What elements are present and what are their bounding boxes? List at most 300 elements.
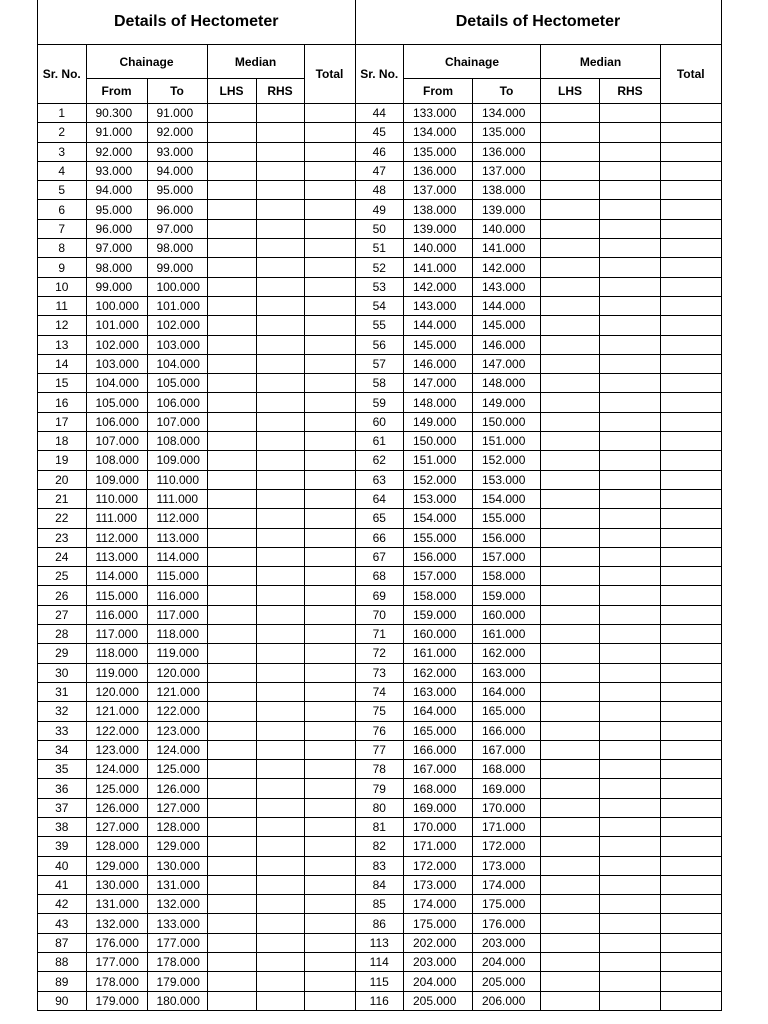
chainage-from-cell: 137.000 — [404, 181, 473, 200]
chainage-to-cell: 170.000 — [473, 798, 541, 817]
chainage-from-cell: 114.000 — [86, 567, 147, 586]
chainage-to-cell: 163.000 — [473, 663, 541, 682]
sr-no-cell: 77 — [356, 740, 404, 759]
median-lhs-cell — [541, 856, 600, 875]
sr-no-cell: 27 — [38, 605, 86, 624]
median-rhs-cell — [600, 625, 661, 644]
sr-no-cell: 6 — [38, 200, 86, 219]
median-rhs-cell — [256, 123, 304, 142]
chainage-to-cell: 135.000 — [473, 123, 541, 142]
chainage-to-cell: 121.000 — [147, 682, 207, 701]
median-rhs-cell — [600, 470, 661, 489]
sr-no-cell: 60 — [356, 412, 404, 431]
sr-no-header: Sr. No. — [38, 45, 86, 104]
chainage-to-cell: 118.000 — [147, 625, 207, 644]
median-rhs-cell — [256, 316, 304, 335]
total-cell — [661, 161, 721, 180]
sr-no-cell: 116 — [356, 991, 404, 1010]
chainage-to-cell: 115.000 — [147, 567, 207, 586]
chainage-to-cell: 124.000 — [147, 740, 207, 759]
sr-no-cell: 53 — [356, 277, 404, 296]
chainage-from-cell: 154.000 — [404, 509, 473, 528]
median-rhs-cell — [256, 451, 304, 470]
total-cell — [661, 682, 721, 701]
chainage-to-cell: 141.000 — [473, 239, 541, 258]
median-rhs-cell — [600, 161, 661, 180]
chainage-from-cell: 203.000 — [404, 953, 473, 972]
chainage-to-cell: 132.000 — [147, 895, 207, 914]
sr-no-cell: 59 — [356, 393, 404, 412]
sr-no-cell: 49 — [356, 200, 404, 219]
median-lhs-cell — [541, 644, 600, 663]
chainage-to-cell: 161.000 — [473, 625, 541, 644]
median-lhs-cell — [541, 142, 600, 161]
median-rhs-cell — [600, 181, 661, 200]
table-row — [38, 875, 355, 894]
median-rhs-cell — [256, 702, 304, 721]
median-rhs-cell — [600, 277, 661, 296]
chainage-to-cell: 158.000 — [473, 567, 541, 586]
median-rhs-cell — [600, 142, 661, 161]
median-lhs-cell — [207, 200, 256, 219]
median-rhs-cell — [256, 837, 304, 856]
median-rhs-cell — [600, 856, 661, 875]
table-row — [38, 856, 355, 875]
table-row — [38, 682, 355, 701]
median-rhs-cell — [600, 296, 661, 315]
total-cell — [304, 161, 355, 180]
sr-no-cell: 115 — [356, 972, 404, 991]
table-row — [38, 123, 355, 142]
chainage-to-cell: 93.000 — [147, 142, 207, 161]
chainage-from-cell: 202.000 — [404, 933, 473, 952]
total-cell — [304, 432, 355, 451]
median-lhs-cell — [541, 875, 600, 894]
sr-no-cell: 75 — [356, 702, 404, 721]
median-rhs-cell — [256, 412, 304, 431]
median-lhs-cell — [541, 740, 600, 759]
table-row — [356, 605, 721, 624]
total-cell — [304, 104, 355, 123]
chainage-from-cell: 173.000 — [404, 875, 473, 894]
total-cell — [661, 586, 721, 605]
median-lhs-cell — [207, 721, 256, 740]
chainage-from-cell: 127.000 — [86, 817, 147, 836]
sr-no-cell: 11 — [38, 296, 86, 315]
sr-no-cell: 40 — [38, 856, 86, 875]
median-rhs-cell — [600, 432, 661, 451]
chainage-from-cell: 176.000 — [86, 933, 147, 952]
total-cell — [304, 316, 355, 335]
chainage-from-cell: 136.000 — [404, 161, 473, 180]
total-cell — [304, 837, 355, 856]
table-row — [38, 161, 355, 180]
median-rhs-cell — [256, 914, 304, 933]
median-lhs-cell — [207, 817, 256, 836]
total-cell — [661, 856, 721, 875]
total-cell — [661, 509, 721, 528]
median-lhs-cell — [541, 605, 600, 624]
total-cell — [304, 663, 355, 682]
total-cell — [304, 547, 355, 566]
chainage-to-cell: 139.000 — [473, 200, 541, 219]
sr-no-cell: 20 — [38, 470, 86, 489]
table-row — [356, 181, 721, 200]
median-rhs-cell — [600, 200, 661, 219]
chainage-to-cell: 133.000 — [147, 914, 207, 933]
sr-no-cell: 55 — [356, 316, 404, 335]
median-rhs-cell — [600, 567, 661, 586]
median-rhs-cell — [256, 219, 304, 238]
median-rhs-cell — [256, 142, 304, 161]
from-header: From — [404, 79, 473, 104]
chainage-from-cell: 166.000 — [404, 740, 473, 759]
total-cell — [304, 972, 355, 991]
sr-no-cell: 31 — [38, 682, 86, 701]
sr-no-cell: 38 — [38, 817, 86, 836]
median-lhs-cell — [541, 451, 600, 470]
median-rhs-cell — [256, 104, 304, 123]
table-row — [356, 567, 721, 586]
sr-no-cell: 74 — [356, 682, 404, 701]
median-lhs-cell — [541, 528, 600, 547]
sr-no-cell: 66 — [356, 528, 404, 547]
total-header: Total — [661, 45, 721, 104]
table-row — [38, 296, 355, 315]
median-rhs-cell — [256, 605, 304, 624]
chainage-from-cell: 140.000 — [404, 239, 473, 258]
chainage-from-cell: 145.000 — [404, 335, 473, 354]
sr-no-cell: 43 — [38, 914, 86, 933]
sr-no-cell: 113 — [356, 933, 404, 952]
table-row — [38, 219, 355, 238]
sr-no-cell: 56 — [356, 335, 404, 354]
median-rhs-cell — [600, 316, 661, 335]
total-cell — [661, 432, 721, 451]
total-cell — [661, 914, 721, 933]
total-cell — [304, 953, 355, 972]
total-cell — [661, 104, 721, 123]
chainage-from-cell: 155.000 — [404, 528, 473, 547]
median-lhs-cell — [541, 991, 600, 1010]
sr-no-cell: 39 — [38, 837, 86, 856]
median-lhs-cell — [207, 953, 256, 972]
chainage-header: Chainage — [86, 45, 207, 79]
total-cell — [304, 798, 355, 817]
table-row — [356, 991, 721, 1010]
table-row — [38, 239, 355, 258]
chainage-from-cell: 99.000 — [86, 277, 147, 296]
sr-no-cell: 73 — [356, 663, 404, 682]
median-rhs-cell — [600, 354, 661, 373]
chainage-from-cell: 100.000 — [86, 296, 147, 315]
chainage-to-cell: 150.000 — [473, 412, 541, 431]
table-row — [38, 663, 355, 682]
median-rhs-cell — [256, 296, 304, 315]
median-rhs-cell — [600, 837, 661, 856]
chainage-from-cell: 143.000 — [404, 296, 473, 315]
table-row — [356, 779, 721, 798]
chainage-from-cell: 94.000 — [86, 181, 147, 200]
median-rhs-cell — [600, 528, 661, 547]
total-cell — [304, 856, 355, 875]
table-row — [38, 817, 355, 836]
table-row — [38, 335, 355, 354]
median-rhs-cell — [256, 798, 304, 817]
total-cell — [304, 567, 355, 586]
sr-no-cell: 88 — [38, 953, 86, 972]
table-row — [356, 933, 721, 952]
total-cell — [661, 200, 721, 219]
table-row — [356, 432, 721, 451]
chainage-from-cell: 123.000 — [86, 740, 147, 759]
table-row — [356, 258, 721, 277]
total-cell — [304, 779, 355, 798]
table-row — [356, 721, 721, 740]
table-row — [38, 895, 355, 914]
sr-no-cell: 78 — [356, 760, 404, 779]
chainage-to-cell: 143.000 — [473, 277, 541, 296]
median-rhs-cell — [600, 586, 661, 605]
chainage-from-cell: 149.000 — [404, 412, 473, 431]
median-lhs-cell — [541, 432, 600, 451]
chainage-to-cell: 169.000 — [473, 779, 541, 798]
median-rhs-cell — [256, 489, 304, 508]
table-row — [356, 219, 721, 238]
chainage-to-cell: 175.000 — [473, 895, 541, 914]
table-title: Details of Hectometer — [356, 0, 721, 45]
chainage-from-cell: 175.000 — [404, 914, 473, 933]
median-rhs-cell — [256, 856, 304, 875]
chainage-from-cell: 158.000 — [404, 586, 473, 605]
median-rhs-cell — [256, 895, 304, 914]
sr-no-cell: 3 — [38, 142, 86, 161]
total-cell — [661, 296, 721, 315]
chainage-from-cell: 133.000 — [404, 104, 473, 123]
from-header: From — [86, 79, 147, 104]
table-row — [356, 760, 721, 779]
table-row — [356, 509, 721, 528]
table-row — [38, 567, 355, 586]
median-rhs-cell — [600, 817, 661, 836]
sr-no-cell: 1 — [38, 104, 86, 123]
median-rhs-cell — [600, 682, 661, 701]
total-cell — [661, 953, 721, 972]
chainage-to-cell: 172.000 — [473, 837, 541, 856]
table-row — [356, 412, 721, 431]
total-cell — [304, 605, 355, 624]
chainage-to-cell: 134.000 — [473, 104, 541, 123]
chainage-header: Chainage — [404, 45, 541, 79]
chainage-to-cell: 155.000 — [473, 509, 541, 528]
chainage-from-cell: 172.000 — [404, 856, 473, 875]
median-lhs-cell — [207, 277, 256, 296]
chainage-from-cell: 162.000 — [404, 663, 473, 682]
median-rhs-cell — [600, 489, 661, 508]
sr-no-cell: 34 — [38, 740, 86, 759]
sr-no-cell: 37 — [38, 798, 86, 817]
table-row — [356, 316, 721, 335]
chainage-to-cell: 204.000 — [473, 953, 541, 972]
median-rhs-cell — [600, 914, 661, 933]
median-lhs-cell — [541, 104, 600, 123]
sr-no-cell: 50 — [356, 219, 404, 238]
chainage-from-cell: 163.000 — [404, 682, 473, 701]
chainage-from-cell: 122.000 — [86, 721, 147, 740]
chainage-to-cell: 146.000 — [473, 335, 541, 354]
chainage-to-cell: 160.000 — [473, 605, 541, 624]
chainage-from-cell: 177.000 — [86, 953, 147, 972]
chainage-to-cell: 162.000 — [473, 644, 541, 663]
sr-no-cell: 18 — [38, 432, 86, 451]
table-row — [38, 181, 355, 200]
chainage-from-cell: 131.000 — [86, 895, 147, 914]
median-rhs-cell — [600, 104, 661, 123]
median-lhs-cell — [541, 567, 600, 586]
median-rhs-cell — [600, 972, 661, 991]
sr-no-cell: 25 — [38, 567, 86, 586]
lhs-header: LHS — [541, 79, 600, 104]
table-row — [356, 895, 721, 914]
table-row — [38, 354, 355, 373]
table-right-body — [356, 0, 721, 1010]
sr-no-cell: 26 — [38, 586, 86, 605]
chainage-from-cell: 106.000 — [86, 412, 147, 431]
median-lhs-cell — [541, 933, 600, 952]
median-lhs-cell — [541, 393, 600, 412]
total-cell — [661, 374, 721, 393]
sr-no-cell: 9 — [38, 258, 86, 277]
sr-no-cell: 17 — [38, 412, 86, 431]
median-rhs-cell — [600, 219, 661, 238]
table-row — [38, 142, 355, 161]
table-row — [38, 605, 355, 624]
median-rhs-cell — [600, 451, 661, 470]
total-cell — [304, 219, 355, 238]
median-lhs-cell — [207, 258, 256, 277]
sr-no-cell: 87 — [38, 933, 86, 952]
median-lhs-cell — [207, 142, 256, 161]
median-lhs-cell — [541, 181, 600, 200]
median-lhs-cell — [207, 219, 256, 238]
chainage-from-cell: 135.000 — [404, 142, 473, 161]
chainage-from-cell: 152.000 — [404, 470, 473, 489]
median-rhs-cell — [256, 200, 304, 219]
median-lhs-cell — [207, 991, 256, 1010]
median-lhs-cell — [207, 875, 256, 894]
chainage-from-cell: 103.000 — [86, 354, 147, 373]
median-lhs-cell — [541, 682, 600, 701]
total-cell — [304, 625, 355, 644]
median-rhs-cell — [256, 432, 304, 451]
total-cell — [661, 740, 721, 759]
chainage-from-cell: 178.000 — [86, 972, 147, 991]
sr-no-cell: 8 — [38, 239, 86, 258]
hectometer-table-right — [356, 0, 721, 1010]
median-header: Median — [541, 45, 661, 79]
median-rhs-cell — [600, 335, 661, 354]
sr-no-cell: 22 — [38, 509, 86, 528]
sr-no-cell: 65 — [356, 509, 404, 528]
median-rhs-cell — [256, 354, 304, 373]
median-lhs-cell — [207, 663, 256, 682]
median-rhs-cell — [600, 760, 661, 779]
total-cell — [661, 181, 721, 200]
sr-no-cell: 85 — [356, 895, 404, 914]
chainage-to-cell: 174.000 — [473, 875, 541, 894]
chainage-to-cell: 145.000 — [473, 316, 541, 335]
table-row — [356, 104, 721, 123]
chainage-to-cell: 159.000 — [473, 586, 541, 605]
sr-no-cell: 114 — [356, 953, 404, 972]
chainage-to-cell: 106.000 — [147, 393, 207, 412]
chainage-to-cell: 166.000 — [473, 721, 541, 740]
chainage-from-cell: 142.000 — [404, 277, 473, 296]
chainage-to-cell: 153.000 — [473, 470, 541, 489]
chainage-to-cell: 128.000 — [147, 817, 207, 836]
median-lhs-cell — [207, 933, 256, 952]
median-rhs-cell — [256, 470, 304, 489]
chainage-from-cell: 95.000 — [86, 200, 147, 219]
total-cell — [661, 605, 721, 624]
hectometer-table-left — [38, 0, 356, 1010]
chainage-to-cell: 157.000 — [473, 547, 541, 566]
median-lhs-cell — [207, 605, 256, 624]
chainage-from-cell: 93.000 — [86, 161, 147, 180]
median-lhs-cell — [541, 914, 600, 933]
table-row — [356, 837, 721, 856]
median-lhs-cell — [207, 181, 256, 200]
total-cell — [304, 644, 355, 663]
chainage-to-cell: 123.000 — [147, 721, 207, 740]
median-lhs-cell — [207, 625, 256, 644]
total-cell — [661, 470, 721, 489]
chainage-to-cell: 165.000 — [473, 702, 541, 721]
chainage-from-cell: 96.000 — [86, 219, 147, 238]
chainage-from-cell: 205.000 — [404, 991, 473, 1010]
table-row — [38, 837, 355, 856]
median-lhs-cell — [207, 509, 256, 528]
chainage-from-cell: 117.000 — [86, 625, 147, 644]
chainage-from-cell: 90.300 — [86, 104, 147, 123]
chainage-from-cell: 97.000 — [86, 239, 147, 258]
chainage-from-cell: 126.000 — [86, 798, 147, 817]
total-cell — [304, 374, 355, 393]
chainage-to-cell: 136.000 — [473, 142, 541, 161]
chainage-from-cell: 161.000 — [404, 644, 473, 663]
table-row — [356, 277, 721, 296]
sr-no-cell: 83 — [356, 856, 404, 875]
median-lhs-cell — [207, 335, 256, 354]
total-cell — [304, 586, 355, 605]
median-lhs-cell — [541, 412, 600, 431]
total-cell — [304, 875, 355, 894]
total-cell — [304, 914, 355, 933]
chainage-to-cell: 140.000 — [473, 219, 541, 238]
sr-no-cell: 7 — [38, 219, 86, 238]
total-cell — [661, 779, 721, 798]
chainage-from-cell: 204.000 — [404, 972, 473, 991]
median-rhs-cell — [256, 817, 304, 836]
table-left-body — [38, 0, 355, 1010]
table-row — [356, 798, 721, 817]
chainage-from-cell: 150.000 — [404, 432, 473, 451]
median-rhs-cell — [256, 547, 304, 566]
median-lhs-cell — [541, 239, 600, 258]
median-lhs-cell — [207, 586, 256, 605]
sr-no-cell: 41 — [38, 875, 86, 894]
median-lhs-cell — [541, 258, 600, 277]
